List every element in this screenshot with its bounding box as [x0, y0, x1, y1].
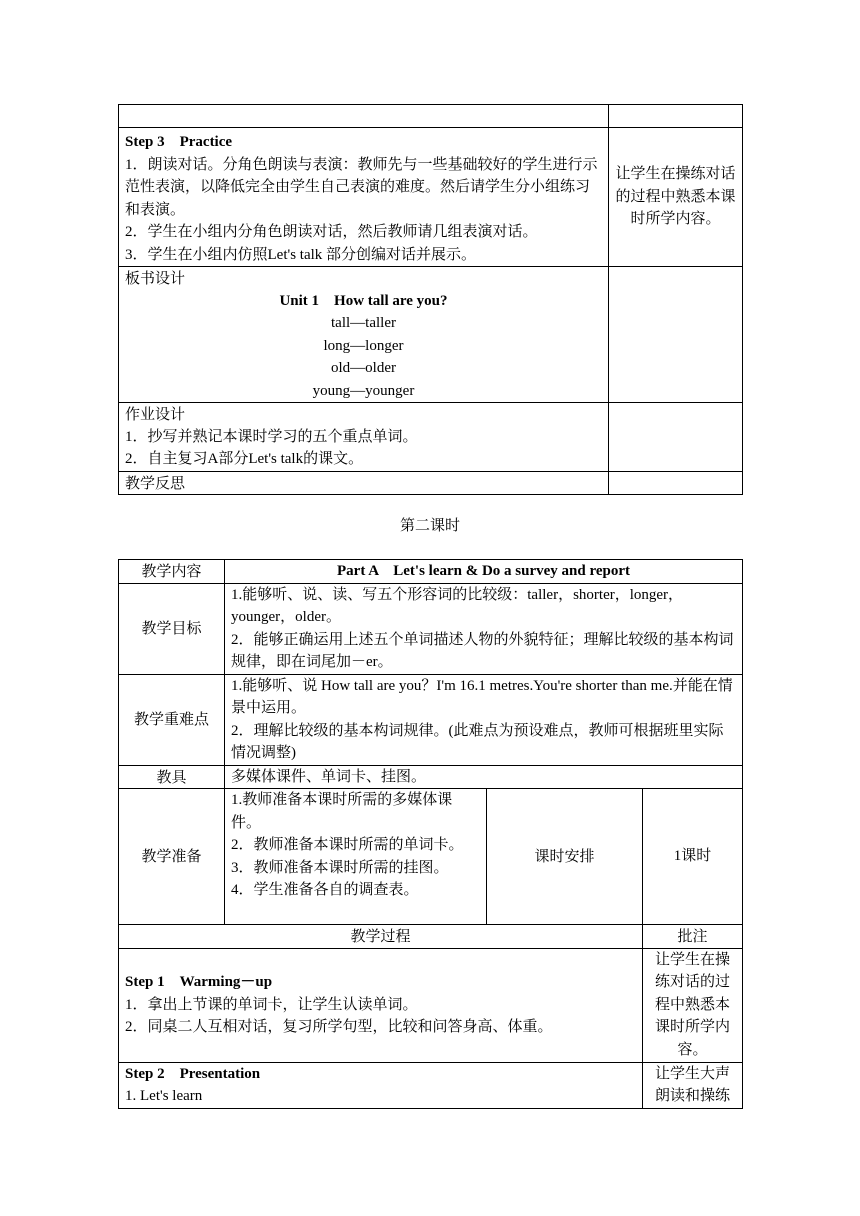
reflection-row — [119, 471, 743, 495]
lesson1-table — [118, 104, 743, 495]
step2-title: Step 2 Presentation — [125, 1065, 261, 1082]
schedule-value: 1课时 — [643, 789, 743, 925]
board-line-3: old—older — [331, 360, 396, 376]
step3-line-2: 2．学生在小组内分角色朗读对话，然后教师请几组表演对话。 — [125, 224, 538, 240]
process-label: 教学过程 — [119, 925, 643, 949]
process-header-row — [119, 925, 743, 949]
reflection-label: 教学反思 — [119, 471, 609, 495]
homework-line-1: 1．抄写并熟记本课时学习的五个重点单词。 — [125, 428, 418, 445]
step3-note: 让学生在操练对话的过程中熟悉本课时所学内容。 — [609, 128, 743, 267]
prep-3: 3．教师准备本课时所需的挂图。 — [231, 859, 449, 876]
step1-note: 让学生在操练对话的过程中熟悉本课时所学内容。 — [643, 948, 743, 1062]
goal-2: 2．能够正确运用上述五个单词描述人物的外貌特征；理解比较级的基本构词规律，即在词尾加－er。 — [231, 631, 734, 670]
step2-cell — [119, 1062, 643, 1108]
goals-label: 教学目标 — [119, 583, 225, 674]
key-row — [119, 674, 743, 765]
content-value: Part A Let's learn & Do a survey and report — [225, 560, 743, 584]
goal-1: 1.能够听、说、读、写五个形容词的比较级：taller，shorter，longer，younger，older。 — [231, 586, 684, 625]
homework-label: 作业设计 — [125, 405, 186, 423]
step1-title: Step 1 Warming－up — [125, 974, 273, 991]
step2-row — [119, 1062, 743, 1108]
tools-label: 教具 — [119, 765, 225, 789]
prep-1: 1.教师准备本课时所需的多媒体课件。 — [231, 792, 453, 831]
goals-row — [119, 583, 743, 674]
homework-line-2: 2．自主复习A部分Let's talk的课文。 — [125, 451, 364, 467]
board-line-2: long—longer — [323, 337, 404, 354]
board-label: 板书设计 — [125, 269, 186, 287]
step3-title: Step 3 Practice — [125, 134, 233, 150]
step1-line-1: 1．拿出上节课的单词卡，让学生认读单词。 — [125, 996, 418, 1013]
step2-line: 1. Let's learn — [125, 1088, 203, 1104]
prep-4: 4．学生准备各自的调查表。 — [231, 882, 419, 898]
key-1: 1.能够听、说 How tall are you？I'm 16.1 metres.You're shorter than me.并能在情景中运用。 — [231, 677, 733, 716]
lesson-title: 第二课时 — [399, 518, 460, 534]
tools-value: 多媒体课件、单词卡、挂图。 — [225, 765, 743, 789]
board-line-4: young—younger — [312, 382, 415, 399]
prep-cell — [225, 789, 487, 925]
schedule-label: 课时安排 — [487, 789, 643, 925]
key-2: 2．理解比较级的基本构词规律。(此难点为预设难点，教师可根据班里实际情况调整) — [231, 722, 724, 761]
step3-cell — [119, 128, 609, 267]
lesson2-table — [118, 559, 743, 1109]
tools-row — [119, 765, 743, 789]
prep-label: 教学准备 — [119, 789, 225, 925]
board-cell — [119, 267, 609, 403]
step3-line-1: 1．朗读对话。分角色朗读与表演：教师先与一些基础较好的学生进行示范性表演，以降低完全由学生自己表演的难度。然后请学生分小组练习和表演。 — [125, 156, 598, 218]
step1-cell — [119, 948, 643, 1062]
key-cell — [225, 674, 743, 765]
notes-label: 批注 — [643, 925, 743, 949]
empty-row — [119, 105, 743, 128]
prep-2: 2．教师准备本课时所需的单词卡。 — [231, 837, 464, 853]
key-label: 教学重难点 — [119, 674, 225, 765]
board-row — [119, 267, 743, 403]
step1-row — [119, 948, 743, 1062]
prep-row — [119, 789, 743, 925]
step2-note: 让学生大声朗读和操练 — [643, 1062, 743, 1108]
board-line-1: tall—taller — [331, 315, 396, 331]
step3-row — [119, 128, 743, 267]
homework-cell — [119, 403, 609, 472]
content-label: 教学内容 — [119, 560, 225, 584]
step3-line-3: 3．学生在小组内仿照Let's talk 部分创编对话并展示。 — [125, 246, 477, 263]
step1-line-2: 2．同桌二人互相对话，复习所学句型，比较和问答身高、体重。 — [125, 1019, 553, 1036]
content-row — [119, 560, 743, 584]
board-title: Unit 1 How tall are you? — [279, 292, 448, 309]
goals-cell — [225, 583, 743, 674]
homework-row — [119, 403, 743, 472]
